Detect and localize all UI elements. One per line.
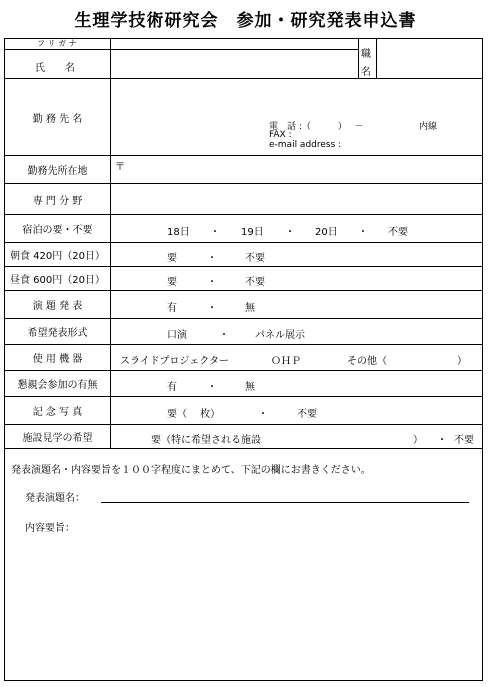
equipment-row	[5, 345, 482, 371]
breakfast-row	[5, 243, 482, 267]
format-label: 希望発表形式	[5, 319, 111, 344]
social-dot: ・	[207, 382, 217, 393]
lodging-dot: ・	[210, 227, 220, 238]
tour-label: 施設見学の希望	[5, 425, 111, 448]
lodging-dot: ・	[358, 227, 368, 238]
lunch-label: 昼食 600円（20日）	[5, 267, 111, 290]
workplace-row	[5, 79, 482, 156]
address-label: 勤務先所在地	[5, 156, 111, 183]
extension-label: 内線	[419, 122, 438, 132]
lunch-dot: ・	[207, 277, 217, 288]
abstract-content-label: 内容要旨：	[25, 523, 75, 534]
specialty-row	[5, 184, 482, 215]
name-row	[5, 39, 482, 79]
tour-yes[interactable]: 要（特に希望される施設	[151, 435, 261, 446]
tour-row	[5, 425, 482, 449]
equipment-label: 使 用 機 器	[5, 345, 111, 370]
specialty-label: 専 門 分 野	[5, 184, 111, 214]
lodging-option[interactable]: 18日	[167, 227, 190, 238]
breakfast-no[interactable]: 不要	[245, 253, 265, 264]
abstract-title-label: 発表演題名：	[25, 493, 85, 504]
lodging-row	[5, 215, 482, 243]
abstract-title-line[interactable]	[101, 502, 469, 503]
photo-no[interactable]: 不要	[297, 409, 317, 420]
tour-close: ）	[413, 435, 423, 446]
application-form	[4, 38, 483, 681]
lodging-label: 宿泊の要・不要	[5, 215, 111, 242]
equipment-other[interactable]: その他（	[347, 356, 387, 367]
equipment-other-close: ）	[457, 356, 467, 367]
abstract-content-area[interactable]	[25, 535, 469, 675]
photo-row	[5, 397, 482, 425]
workplace-label: 勤 務 先 名	[5, 79, 111, 155]
breakfast-dot: ・	[207, 253, 217, 264]
lodging-dot: ・	[285, 227, 295, 238]
name-label: 氏 名	[35, 63, 75, 74]
lodging-option[interactable]: 20日	[315, 227, 338, 238]
format-poster[interactable]: パネル展示	[255, 330, 305, 341]
furigana-input[interactable]	[111, 39, 358, 50]
presentation-no[interactable]: 無	[245, 303, 255, 314]
format-row	[5, 319, 482, 345]
abstract-instruction: 発表演題名・内容要旨を１００字程度にまとめて、下記の欄にお書きください。	[11, 465, 371, 476]
breakfast-label: 朝食 420円（20日）	[5, 243, 111, 266]
breakfast-yes[interactable]: 要	[167, 253, 177, 264]
lodging-option[interactable]: 不要	[388, 227, 408, 238]
social-yes[interactable]: 有	[167, 382, 177, 393]
lunch-yes[interactable]: 要	[167, 277, 177, 288]
job-title-input[interactable]	[377, 39, 482, 78]
form-title: 生理学技術研究会 参加・研究発表申込書	[74, 11, 417, 31]
tour-dot: ・	[437, 435, 447, 446]
equipment-ohp[interactable]: ＯＨＰ	[271, 356, 301, 367]
lodging-option[interactable]: 19日	[241, 227, 264, 238]
furigana-label: フ リ ガ ナ	[37, 39, 77, 48]
presentation-dot: ・	[207, 303, 217, 314]
presentation-row	[5, 291, 482, 319]
phone-label: 電 話 :（ ） －	[269, 122, 364, 132]
photo-yes[interactable]: 要（ 枚）	[167, 409, 221, 420]
name-input[interactable]	[111, 50, 358, 78]
tour-no[interactable]: 不要	[454, 435, 474, 446]
format-dot: ・	[219, 330, 229, 341]
job-title-label-2: 名	[361, 67, 371, 78]
social-no[interactable]: 無	[245, 382, 255, 393]
postal-mark: 〒	[115, 162, 125, 173]
equipment-projector[interactable]: スライドプロジェクター	[120, 356, 229, 367]
email-label: e-mail address :	[269, 140, 342, 150]
lunch-no[interactable]: 不要	[245, 277, 265, 288]
presentation-label: 演 題 発 表	[5, 291, 111, 318]
photo-dot: ・	[258, 409, 268, 420]
abstract-section	[5, 449, 482, 680]
lunch-row	[5, 267, 482, 291]
fax-label: FAX :	[269, 130, 292, 140]
photo-label: 記 念 写 真	[5, 397, 111, 424]
social-row	[5, 371, 482, 397]
format-oral[interactable]: 口演	[167, 330, 187, 341]
presentation-yes[interactable]: 有	[167, 303, 177, 314]
address-row	[5, 156, 482, 184]
job-title-label-1: 職	[361, 49, 371, 60]
name-label-cell	[5, 39, 111, 78]
social-label: 懇親会参加の有無	[5, 371, 111, 396]
